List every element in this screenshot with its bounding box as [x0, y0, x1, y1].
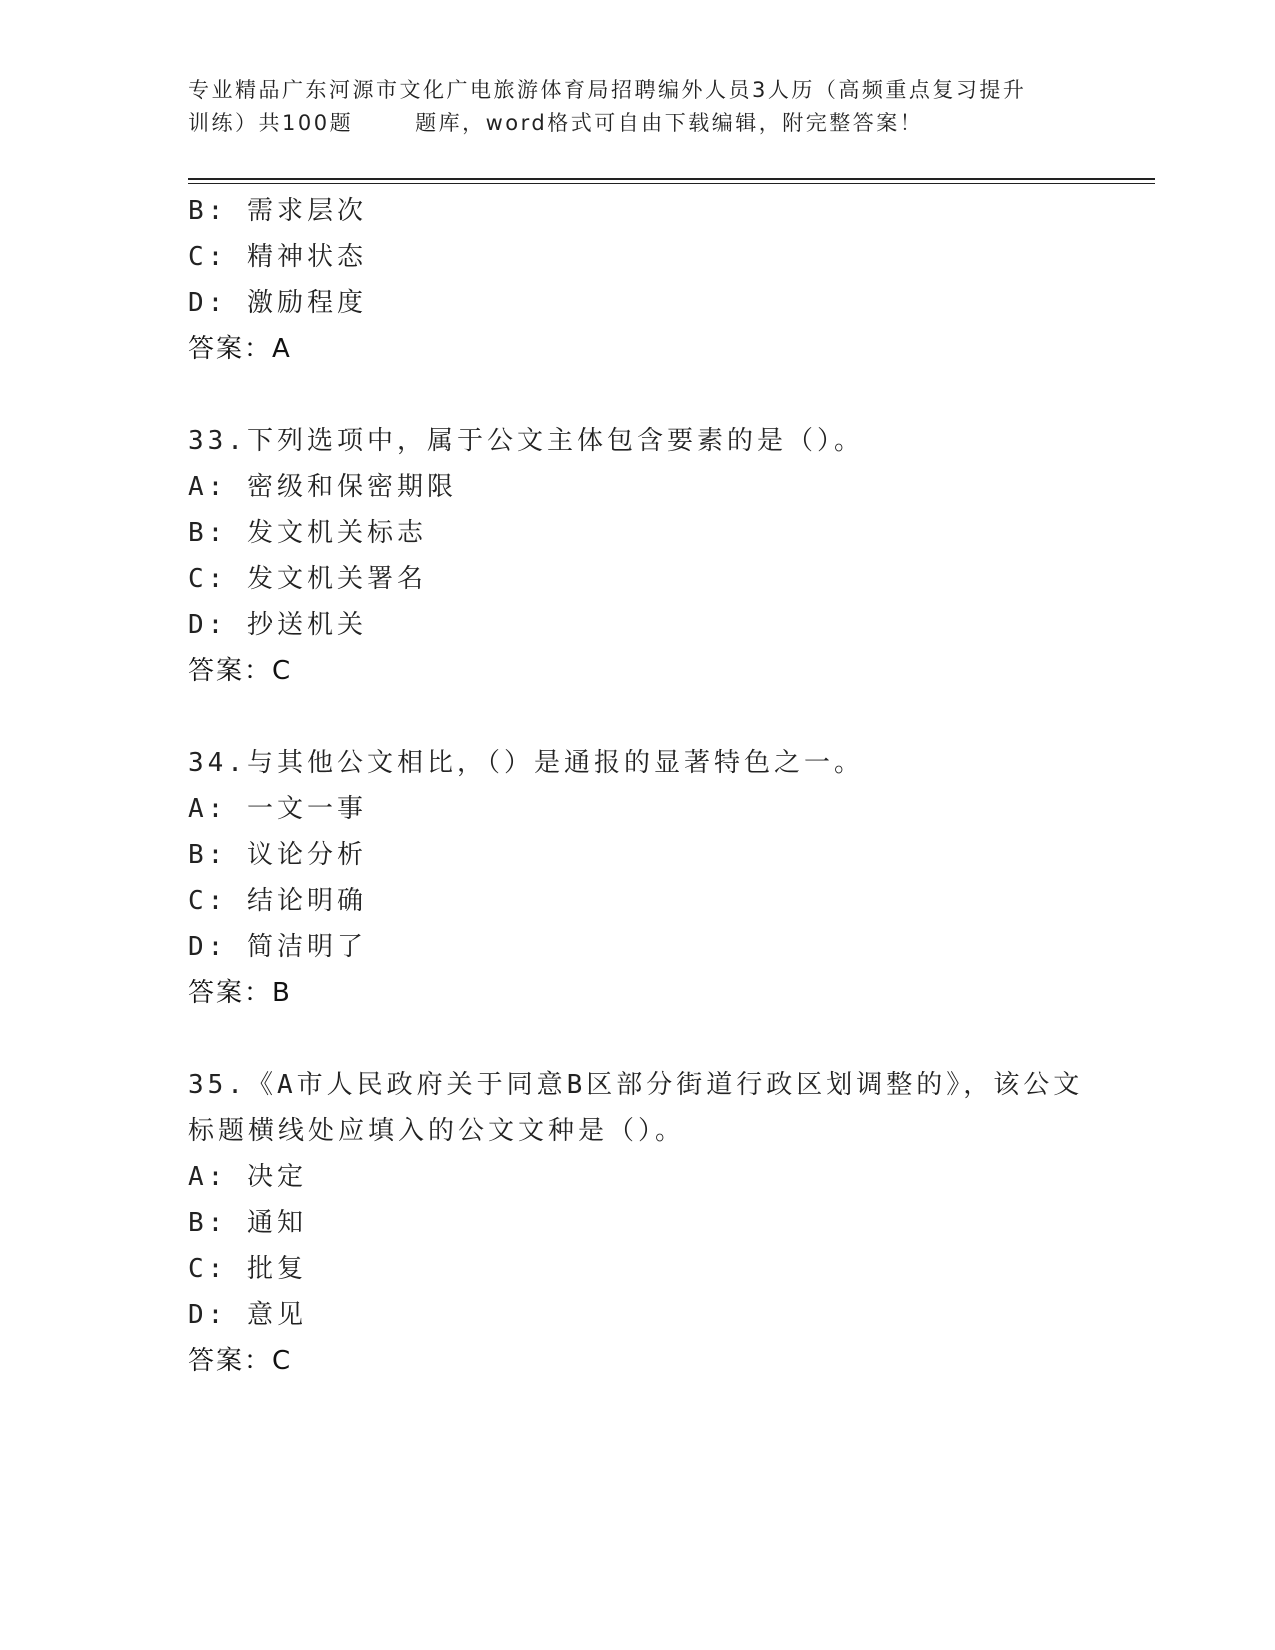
- option-c: C: 精神状态: [188, 242, 367, 272]
- header-line-2-part-a: 训练）共100题: [188, 111, 354, 135]
- option-d: D: 意见: [188, 1300, 307, 1330]
- option-b: B: 发文机关标志: [188, 518, 427, 548]
- answer: 答案：A: [188, 334, 292, 364]
- option-d: D: 激励程度: [188, 288, 367, 318]
- option-a: A: 一文一事: [188, 794, 367, 824]
- option-d: D: 简洁明了: [188, 932, 367, 962]
- answer: 答案：C: [188, 656, 293, 686]
- header-rule-thick: [188, 178, 1155, 180]
- question-stem: 33.下列选项中，属于公文主体包含要素的是（）。: [188, 426, 864, 456]
- option-c: C: 批复: [188, 1254, 307, 1284]
- header-line-2: [188, 107, 1088, 140]
- document-body: [188, 188, 1088, 1384]
- option-c: C: 结论明确: [188, 886, 367, 916]
- question-35: [188, 1062, 1088, 1384]
- header-line-2-part-b: 题库，word格式可自由下载编辑，附完整答案！: [415, 111, 924, 135]
- question-stem-line-2: 标题横线处应填入的公文文种是（）。: [188, 1116, 686, 1146]
- partial-question: [188, 188, 1088, 372]
- option-c: C: 发文机关署名: [188, 564, 427, 594]
- question-stem-line-1: 35.《A市人民政府关于同意B区部分街道行政区划调整的》，该公文: [188, 1070, 1084, 1100]
- header-line-1: 专业精品广东河源市文化广电旅游体育局招聘编外人员3人历（高频重点复习提升: [188, 78, 1027, 102]
- question-34: [188, 740, 1088, 1016]
- answer: 答案：B: [188, 978, 292, 1008]
- option-a: A: 决定: [188, 1162, 307, 1192]
- document-header: [188, 74, 1088, 140]
- option-b: B: 通知: [188, 1208, 307, 1238]
- question-33: [188, 418, 1088, 694]
- question-stem: 34.与其他公文相比，（）是通报的显著特色之一。: [188, 748, 864, 778]
- header-rule-thin: [188, 183, 1155, 184]
- option-d: D: 抄送机关: [188, 610, 367, 640]
- option-b: B: 议论分析: [188, 840, 367, 870]
- option-a: A: 密级和保密期限: [188, 472, 457, 502]
- option-b: B: 需求层次: [188, 196, 367, 226]
- answer: 答案：C: [188, 1346, 293, 1376]
